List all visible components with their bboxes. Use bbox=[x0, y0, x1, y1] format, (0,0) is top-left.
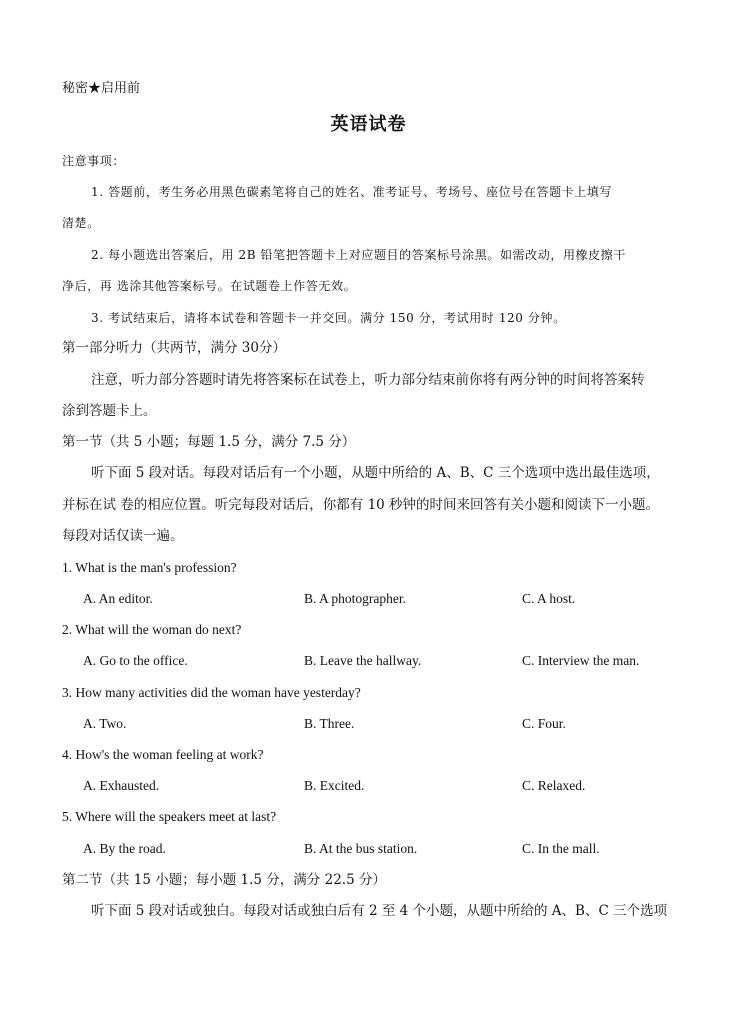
question-option-c: C. Four. bbox=[522, 716, 566, 731]
notice-item-2-cont: 净后，再 选涂其他答案标号。在试题卷上作答无效。 bbox=[62, 279, 357, 293]
question-stem: 1. What is the man's profession? bbox=[62, 560, 237, 575]
question-stem: 2. What will the woman do next? bbox=[62, 622, 242, 637]
section1-intro: 听下面 5 段对话。每段对话后有一个小题，从题中所给的 A、B、C 三个选项中选出最佳选项， bbox=[91, 465, 660, 481]
question-option-c: C. A host. bbox=[522, 591, 576, 606]
section1-intro-cont: 并标在试 卷的相应位置。听完每段对话后，你都有 10 秒钟的时间来回答有关小题和阅读下一小题。 bbox=[62, 497, 660, 513]
section1-heading: 第一节（共 5 小题；每题 1.5 分，满分 7.5 分） bbox=[62, 434, 356, 450]
question-option-b: B. Leave the hallway. bbox=[304, 653, 422, 668]
question-option-c: C. In the mall. bbox=[522, 841, 600, 856]
question-option-a: A. Two. bbox=[83, 716, 127, 731]
section2-heading: 第二节（共 15 小题；每小题 1.5 分，满分 22.5 分） bbox=[62, 872, 386, 888]
question-stem: 4. How's the woman feeling at work? bbox=[62, 747, 264, 762]
question-option-c: C. Interview the man. bbox=[522, 653, 640, 668]
question-option-a: A. By the road. bbox=[83, 841, 166, 856]
question-option-b: B. At the bus station. bbox=[304, 841, 418, 856]
part1-intro-cont: 涂到答题卡上。 bbox=[62, 403, 157, 419]
question-stem: 5. Where will the speakers meet at last? bbox=[62, 809, 277, 824]
question-option-b: B. A photographer. bbox=[304, 591, 406, 606]
question-option-a: A. Exhausted. bbox=[83, 778, 160, 793]
section1-intro-cont-2: 每段对话仅读一遍。 bbox=[62, 528, 184, 544]
notice-item-1-cont: 清楚。 bbox=[62, 216, 100, 230]
page-title: 英语试卷 bbox=[330, 114, 407, 135]
confidential-label: 秘密★启用前 bbox=[62, 81, 141, 96]
question-option-b: B. Three. bbox=[304, 716, 355, 731]
question-option-b: B. Excited. bbox=[304, 778, 365, 793]
section2-intro: 听下面 5 段对话或独白。每段对话或独白后有 2 至 4 个小题，从题中所给的 A、B、C 三个选项 bbox=[91, 903, 668, 919]
question-stem: 3. How many activities did the woman have yesterday? bbox=[62, 685, 361, 700]
notice-item-3: 3. 考试结束后，请将本试卷和答题卡一并交回。满分 150 分，考试用时 120 分钟。 bbox=[91, 311, 566, 325]
part1-intro: 注意，听力部分答题时请先将答案标在试卷上，听力部分结束前你将有两分钟的时间将答案转 bbox=[91, 372, 645, 388]
question-option-a: A. An editor. bbox=[83, 591, 153, 606]
part1-heading: 第一部分听力（共两节，满分 30分） bbox=[62, 340, 286, 356]
question-option-a: A. Go to the office. bbox=[83, 653, 188, 668]
notice-heading: 注意事项： bbox=[62, 154, 126, 168]
notice-item-1: 1. 答题前，考生务必用黑色碳素笔将自己的姓名、准考证号、考场号、座位号在答题卡上填写 bbox=[91, 185, 613, 199]
notice-item-2: 2. 每小题选出答案后，用 2B 铅笔把答题卡上对应题目的答案标号涂黑。如需改动，用橡皮擦干 bbox=[91, 248, 626, 262]
question-option-c: C. Relaxed. bbox=[522, 778, 586, 793]
